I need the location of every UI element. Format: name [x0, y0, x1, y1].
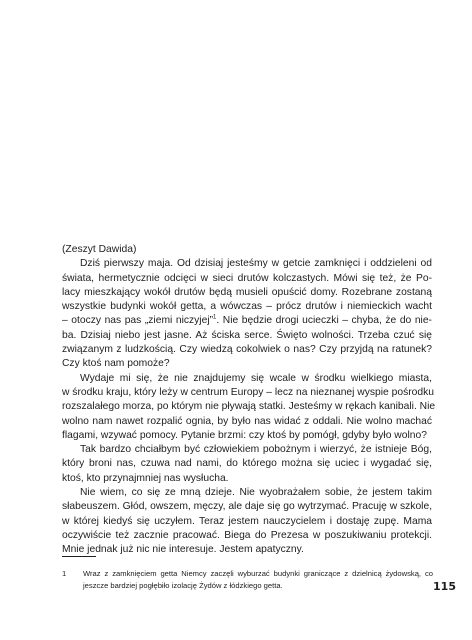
text-line: Nie wiem, co się ze mną dzieje. Nie wyobrażałem sobie, że jestem takim	[80, 487, 432, 499]
text-line: Dziś pierwszy maja. Od dzisiaj jesteśmy w getcie zamknięci i oddzieleni od	[80, 258, 432, 270]
text-line: świata, hermetycznie odcięci w sieci drutów kolczastych. Mówi się też, że Po-	[62, 272, 432, 284]
footnote-reference[interactable]: 1	[213, 315, 217, 322]
footnote-number: 1	[62, 569, 67, 578]
text-line: oczywiście też zacznie pracować. Biega do Prezesa w poszukiwaniu protekcji.	[62, 529, 432, 541]
text-line: który broni nas, czuwa nad nami, do którego można się uciec i wygadać się,	[62, 458, 432, 470]
footnote-divider	[62, 556, 96, 557]
text-line: Wydaje mi się, że nie znajdujemy się wcale w środku wielkiego miasta,	[80, 372, 432, 384]
text-line: Czy ktoś nam pomoże?	[62, 358, 170, 370]
text-line: Mnie jednak już nic nie interesuje. Jestem apatyczny.	[62, 544, 304, 556]
footnote-line: jeszcze bardziej pogłębiło izolację Żydów z łódzkiego getta.	[83, 580, 283, 590]
footnote-text	[83, 568, 433, 591]
text-line: związanym z ludzkością. Czy wiedzą cokolwiek o nas? Czy przyjdą na ratunek?	[62, 344, 432, 356]
text-fragment: . Nie będzie drogi ucieczki – chyba, że do nie-	[216, 315, 432, 327]
page-number: 115	[433, 580, 456, 593]
main-text	[62, 243, 436, 558]
text-line: ktoś, kto przynajmniej nas wysłucha.	[62, 472, 229, 484]
footnote-line: Wraz z zamknięciem getta Niemcy zaczęli wyburzać budynki graniczące z dzielnicą żydowską, co	[83, 569, 433, 578]
text-line: flagami, wzywać pomocy. Pytanie brzmi: czy ktoś by pomógł, gdyby było wolno?	[62, 429, 427, 441]
text-line: w środku kraju, który leży w centrum Europy – lecz na nieznanej wyspie pośrodku	[62, 386, 435, 398]
text-line: (Zeszyt Dawida)	[62, 244, 137, 255]
text-line: lacy mieszkający wokół drutów będą musieli opuścić domy. Rozebrane zostaną	[62, 286, 432, 298]
text-line: Tak bardzo chciałbym być człowiekiem pobożnym i wierzyć, że istnieje Bóg,	[80, 444, 432, 456]
text-line: ba. Dzisiaj niebo jest jasne. Aż ściska serce. Święto wolności. Trzeba czuć się	[62, 329, 432, 341]
text-line: słabeuszem. Głód, owszem, męczy, ale daje się go wytrzymać. Pracuję w szkole,	[62, 501, 433, 513]
text-line: wszystkie budynki wokół getta, a wówczas – prócz drutów i niemieckich wacht	[62, 301, 432, 313]
text-line	[62, 314, 432, 328]
text-line: w której kiedyś się uczyłem. Teraz jestem nauczycielem i dostaję zupę. Mama	[62, 515, 432, 527]
text-line: rozszalałego morza, po którym nie pływają statki. Jesteśmy w rękach kanibali. Nie	[62, 401, 436, 413]
text-line: wolno nam nawet rozpalić ognia, by było nas widać z oddali. Nie wolno machać	[62, 415, 432, 427]
text-fragment: – otoczy nas pas „ziemi niczyjej”	[62, 315, 214, 327]
